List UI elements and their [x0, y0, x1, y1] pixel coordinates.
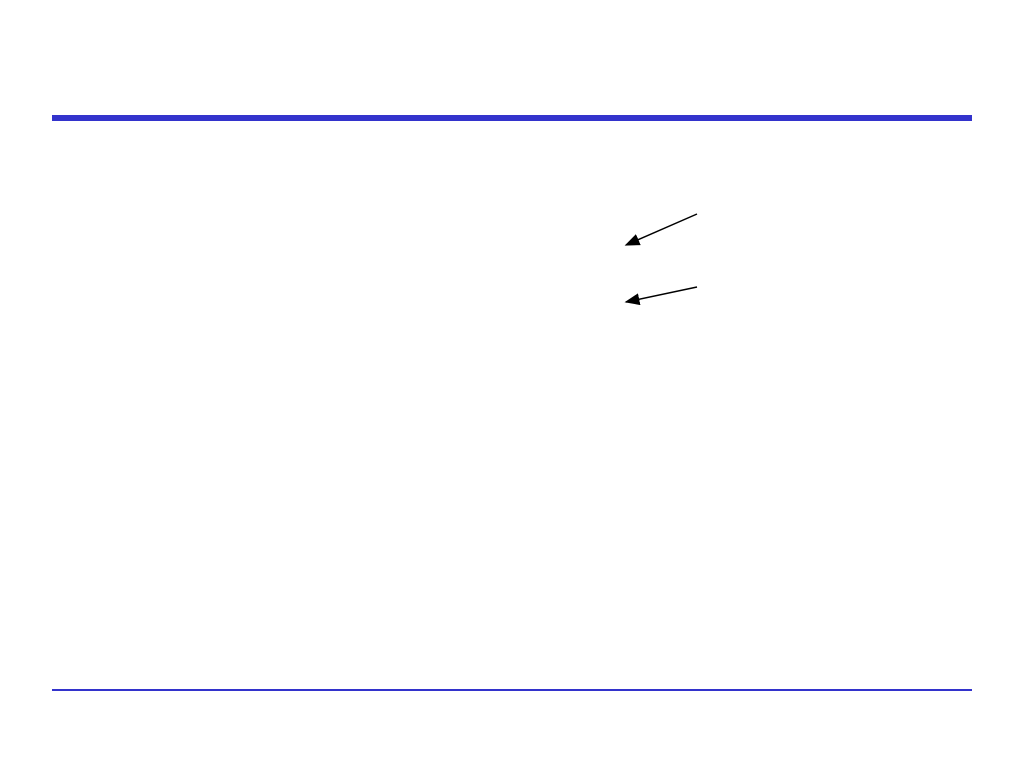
symbol-note-arrow [626, 287, 697, 302]
code-legend [642, 495, 1022, 519]
footer-rule [52, 689, 972, 691]
eth-logo [52, 700, 312, 760]
pilot-note-arrow [626, 214, 697, 245]
